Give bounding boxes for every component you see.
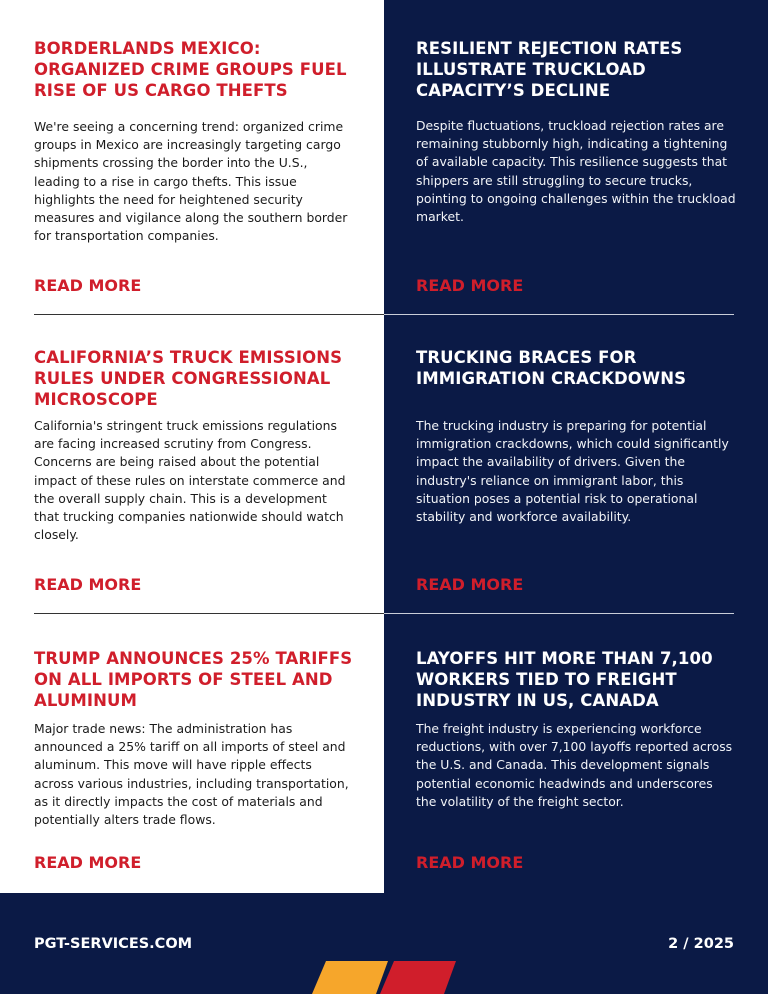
- read-more-link[interactable]: READ MORE: [34, 276, 142, 295]
- article-title: TRUCKING BRACES FOR IMMIGRATION CRACKDOWNS: [416, 348, 687, 388]
- read-more-link[interactable]: READ MORE: [34, 853, 142, 872]
- row-divider: [34, 613, 734, 614]
- red-stripe: [380, 961, 456, 994]
- read-more-link[interactable]: READ MORE: [416, 276, 524, 295]
- read-more-link[interactable]: READ MORE: [34, 575, 142, 594]
- article-layoffs: [416, 648, 736, 872]
- article-title: RESILIENT REJECTION RATES ILLUSTRATE TRUCKLOAD CAPACITY’S DECLINE: [416, 39, 683, 100]
- orange-stripe: [312, 961, 388, 994]
- footer-website[interactable]: PGT-SERVICES.COM: [34, 936, 193, 952]
- footer-stripes-logo: [312, 961, 462, 994]
- article-rejection-rates: [416, 38, 736, 295]
- article-title: BORDERLANDS MEXICO: ORGANIZED CRIME GROUPS FUEL RISE OF US CARGO THEFTS: [34, 39, 347, 100]
- article-body: The freight industry is experiencing workforce reductions, with over 7,100 layoffs reported across the U.S. and Canada. This development signals potential economic headwinds and underscores the volatility of the freight sector.: [416, 721, 733, 809]
- read-more-link[interactable]: READ MORE: [416, 853, 524, 872]
- article-title: TRUMP ANNOUNCES 25% TARIFFS ON ALL IMPORTS OF STEEL AND ALUMINUM: [34, 649, 353, 710]
- footer-page-number: 2 / 2025: [668, 936, 734, 952]
- article-cargo-thefts: [34, 38, 354, 295]
- article-body: California's stringent truck emissions regulations are facing increased scrutiny from Congress. Concerns are being raised about the potential impact of these rules on interstate commerce and the overall supply chain. This is a development that trucking companies nationwide should watch closely.: [34, 418, 346, 543]
- article-title: CALIFORNIA’S TRUCK EMISSIONS RULES UNDER CONGRESSIONAL MICROSCOPE: [34, 348, 343, 409]
- article-title: LAYOFFS HIT MORE THAN 7,100 WORKERS TIED TO FREIGHT INDUSTRY IN US, CANADA: [416, 649, 713, 710]
- article-tariffs: [34, 648, 354, 872]
- article-body: Major trade news: The administration has announced a 25% tariff on all imports of steel and aluminum. This move will have ripple effects across various industries, including transportation, as it directly impacts the cost of materials and potentially alters trade flows.: [34, 721, 349, 828]
- article-body: Despite fluctuations, truckload rejection rates are remaining stubbornly high, indicating a tightening of available capacity. This resilience suggests that shippers are still struggling to secure trucks, pointing to ongoing challenges within the truckload market.: [416, 118, 736, 225]
- row-divider: [34, 314, 734, 315]
- article-immigration-crackdowns: [416, 347, 736, 594]
- article-body: The trucking industry is preparing for potential immigration crackdowns, which could significantly impact the availability of drivers. Given the industry's reliance on immigrant labor, this situation poses a potential risk to operational stability and workforce availability.: [416, 418, 729, 525]
- article-body: We're seeing a concerning trend: organized crime groups in Mexico are increasingly targeting cargo shipments crossing the border into the U.S., leading to a rise in cargo thefts. This issue highlights the need for heightened security measures and vigilance along the southern border for transportation companies.: [34, 119, 348, 244]
- read-more-link[interactable]: READ MORE: [416, 575, 524, 594]
- article-california-emissions: [34, 347, 354, 594]
